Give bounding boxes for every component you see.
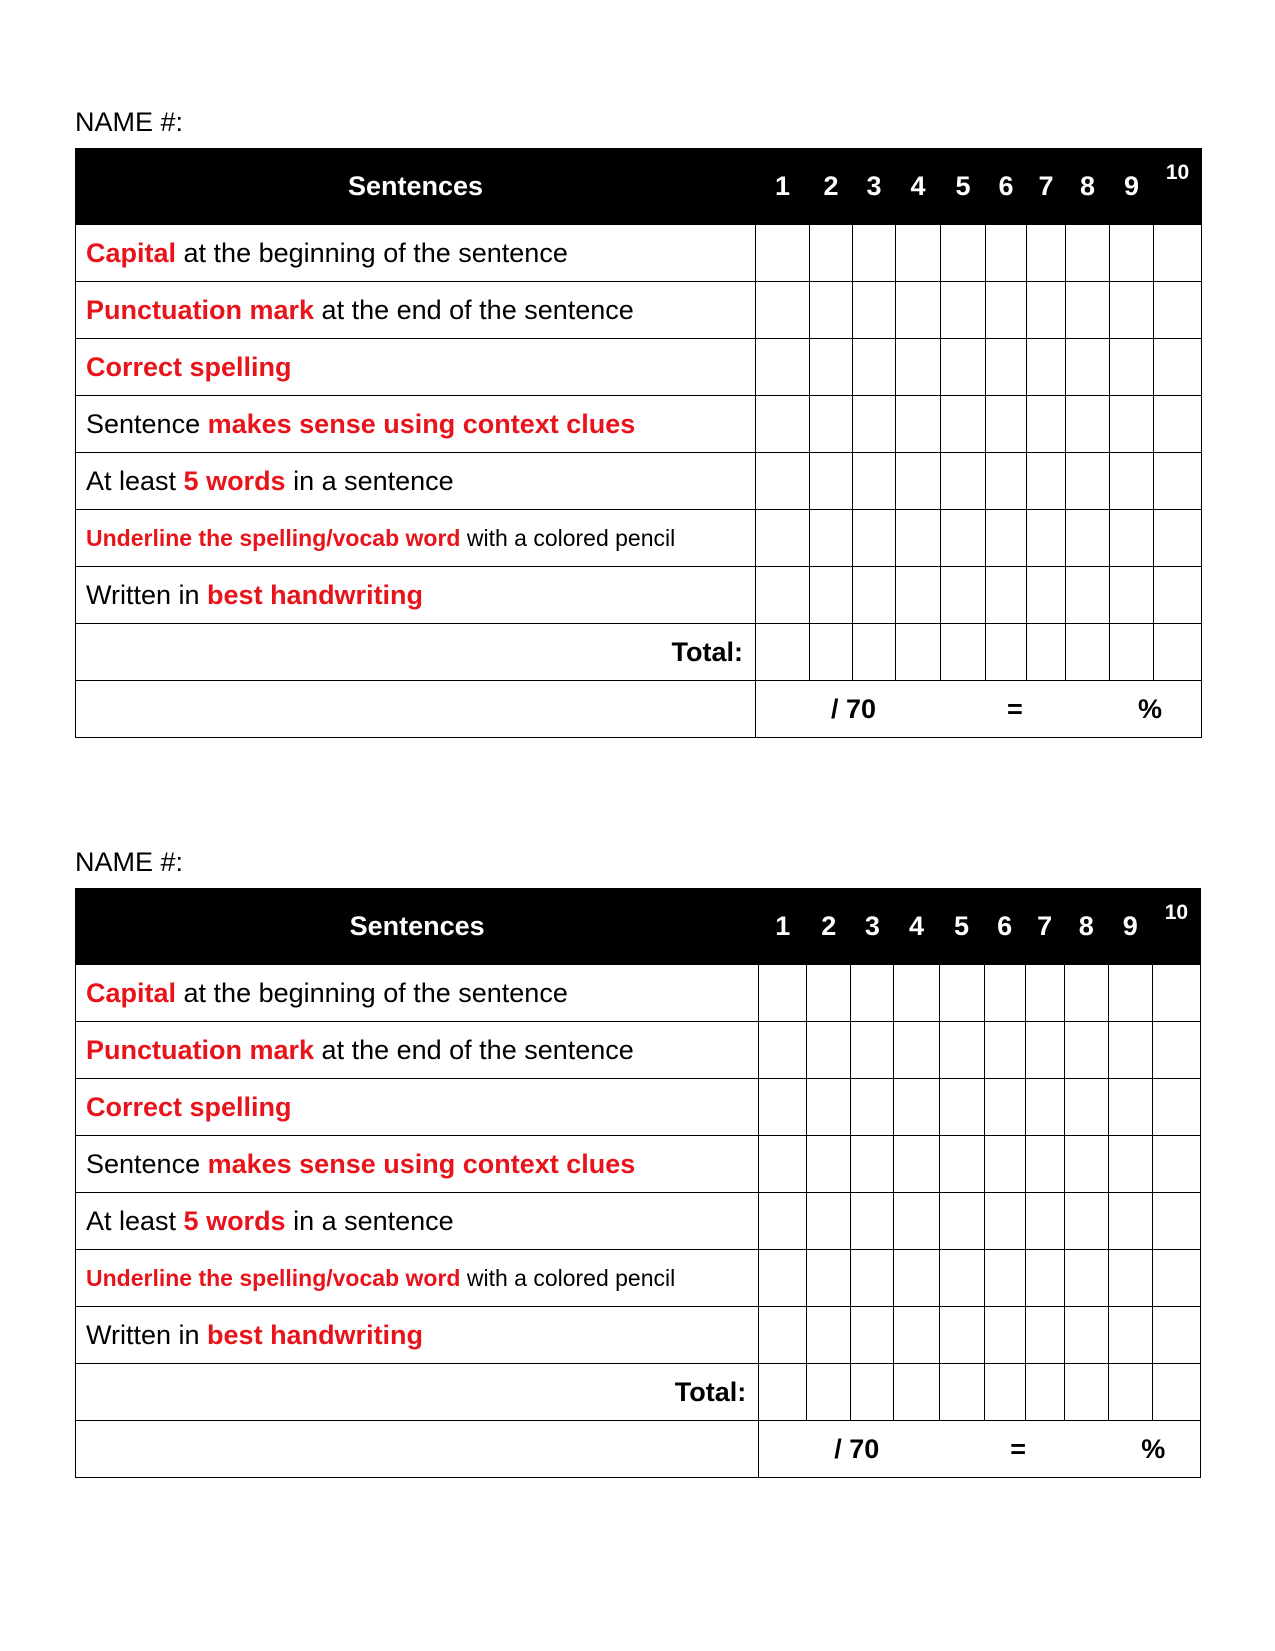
score-cell[interactable] [1027,225,1066,282]
column-number: 5 [941,149,986,225]
total-cell[interactable] [1025,1364,1064,1421]
score-cell[interactable] [1025,1022,1064,1079]
total-cell[interactable] [1066,624,1110,681]
column-number: 9 [1110,149,1154,225]
column-number: 6 [986,149,1027,225]
score-cell[interactable] [1154,396,1202,453]
criterion-row [76,1079,1201,1136]
score-cell[interactable] [984,1022,1025,1079]
criterion-label [76,567,756,624]
score-cell[interactable] [851,1307,894,1364]
score-cell[interactable] [1066,225,1110,282]
score-cell[interactable] [1025,965,1064,1022]
criterion-pre-text: At least [86,465,184,496]
score-cell[interactable] [939,1079,984,1136]
column-number: 8 [1064,889,1108,965]
score-cell[interactable] [1027,453,1066,510]
score-cell[interactable] [1152,1250,1200,1307]
score-cell[interactable] [941,510,986,567]
total-cell[interactable] [1152,1364,1200,1421]
score-cell[interactable] [1152,1022,1200,1079]
column-number: 4 [896,149,941,225]
column-number: 10 [1152,889,1200,965]
criterion-row [76,282,1202,339]
score-cell[interactable] [851,1250,894,1307]
score-cell[interactable] [986,567,1027,624]
column-number: 7 [1025,889,1064,965]
criterion-pre-text: Sentence [86,1148,208,1179]
rubric-sheet-1 [75,104,1201,738]
criterion-label [76,225,756,282]
score-cell[interactable] [896,225,941,282]
criterion-red-text: Underline the spelling/vocab word [86,1264,461,1291]
column-number: 7 [1027,149,1066,225]
criterion-post-text: in a sentence [285,1205,454,1236]
score-cell[interactable] [894,1250,939,1307]
score-cell[interactable] [756,567,810,624]
score-cell[interactable] [941,339,986,396]
score-cell[interactable] [810,282,853,339]
total-row [76,1364,1201,1421]
column-number: 3 [853,149,896,225]
score-cell[interactable] [1064,965,1108,1022]
criterion-row [76,510,1202,567]
criterion-red-text: Capital [86,237,177,268]
criterion-post-text: in a sentence [285,465,454,496]
score-cell[interactable] [896,453,941,510]
score-cell[interactable] [756,282,810,339]
score-cell[interactable] [1110,510,1154,567]
score-cell[interactable] [939,965,984,1022]
score-percent: % [1138,694,1163,724]
score-cell[interactable] [1025,1250,1064,1307]
score-cell[interactable] [1027,282,1066,339]
criterion-label [76,282,756,339]
criterion-label [76,965,759,1022]
total-cell[interactable] [1110,624,1154,681]
score-cell[interactable] [810,225,853,282]
sentences-header: Sentences [76,889,759,965]
score-cell[interactable] [1110,339,1154,396]
score-cell[interactable] [894,1193,939,1250]
criterion-label [76,339,756,396]
score-cell[interactable] [939,1193,984,1250]
score-cell[interactable] [810,567,853,624]
score-cell[interactable] [939,1250,984,1307]
total-cell[interactable] [1108,1364,1152,1421]
score-cell[interactable] [941,282,986,339]
criterion-red-text: makes sense using context clues [207,1148,636,1179]
score-cell[interactable] [1110,282,1154,339]
score-cell[interactable] [1025,1193,1064,1250]
criterion-row [76,1250,1201,1307]
score-blank-cell [76,681,756,738]
rubric-table [75,888,1201,1478]
score-cell[interactable] [759,1193,807,1250]
score-cell[interactable] [1066,339,1110,396]
total-cell[interactable] [756,624,810,681]
score-cell[interactable] [756,225,810,282]
score-cell[interactable] [1025,1079,1064,1136]
score-cell[interactable] [1152,965,1200,1022]
total-cell[interactable] [1027,624,1066,681]
name-label: NAME #: [75,107,184,137]
score-cell[interactable] [759,1136,807,1193]
score-cell[interactable] [1064,1307,1108,1364]
score-cell[interactable] [810,453,853,510]
score-cell[interactable] [1152,1307,1200,1364]
criterion-pre-text: Sentence [86,408,208,439]
sentences-header: Sentences [76,149,756,225]
score-cell[interactable] [986,282,1027,339]
criterion-red-text: makes sense using context clues [207,408,636,439]
criterion-pre-text: At least [86,1205,184,1236]
score-cell[interactable] [1108,965,1152,1022]
score-cell[interactable] [1152,1193,1200,1250]
score-row [76,681,1202,738]
criterion-row [76,1193,1201,1250]
score-cell[interactable] [1108,1022,1152,1079]
column-number: 1 [759,889,807,965]
score-cell[interactable] [984,1250,1025,1307]
score-cell[interactable] [759,965,807,1022]
score-out-of: / 70 [834,1434,880,1464]
score-cell[interactable] [1154,567,1202,624]
score-cell[interactable] [756,339,810,396]
column-number: 8 [1066,149,1110,225]
score-cell[interactable] [939,1307,984,1364]
score-cell[interactable] [810,510,853,567]
total-cell[interactable] [894,1364,939,1421]
column-number: 4 [894,889,939,965]
score-cell[interactable] [851,1193,894,1250]
score-cell[interactable] [984,1136,1025,1193]
total-cell[interactable] [984,1364,1025,1421]
criterion-row [76,339,1202,396]
score-cell[interactable] [1154,225,1202,282]
score-cell[interactable] [986,453,1027,510]
score-cell[interactable] [807,1079,851,1136]
criterion-label [76,1250,759,1307]
score-cell[interactable] [986,339,1027,396]
name-label: NAME #: [75,847,184,877]
score-cell[interactable] [1154,282,1202,339]
score-cell[interactable] [851,965,894,1022]
column-number: 9 [1108,889,1152,965]
total-label: Total: [76,1364,759,1421]
total-cell[interactable] [941,624,986,681]
criterion-row [76,1022,1201,1079]
criterion-post-text: at the end of the sentence [314,1034,634,1065]
score-cell[interactable] [853,453,896,510]
score-cell[interactable] [894,1022,939,1079]
score-cell[interactable] [851,1022,894,1079]
column-number: 6 [984,889,1025,965]
score-cell[interactable] [894,1079,939,1136]
score-cell[interactable] [1066,453,1110,510]
column-number: 2 [810,149,853,225]
score-cell[interactable] [939,1022,984,1079]
total-cell[interactable] [851,1364,894,1421]
total-label: Total: [76,624,756,681]
score-cell[interactable] [894,1307,939,1364]
criteria-body [76,225,1202,738]
score-cell[interactable] [807,965,851,1022]
score-equals: = [1010,1434,1026,1464]
criterion-red-text: Capital [86,977,177,1008]
score-cell[interactable] [1066,282,1110,339]
score-cell[interactable] [1025,1136,1064,1193]
score-cell[interactable] [1027,510,1066,567]
score-cell[interactable] [1066,567,1110,624]
criterion-pre-text: Written in [86,579,208,610]
score-cell[interactable] [756,396,810,453]
criterion-red-text: 5 words [183,465,286,496]
header-row [76,889,1201,965]
score-out-of: / 70 [831,694,877,724]
total-cell[interactable] [810,624,853,681]
score-cell[interactable] [810,396,853,453]
score-cell[interactable] [896,339,941,396]
score-cell[interactable] [853,510,896,567]
score-cell[interactable] [759,1250,807,1307]
criterion-row [76,453,1202,510]
column-number: 1 [756,149,810,225]
score-cell[interactable] [984,1307,1025,1364]
score-cell[interactable] [759,1079,807,1136]
criterion-row [76,396,1202,453]
criterion-red-text: 5 words [183,1205,286,1236]
score-cell[interactable] [756,510,810,567]
column-number: 3 [851,889,894,965]
score-cell[interactable] [941,225,986,282]
criterion-label [76,1307,759,1364]
score-cell[interactable] [1066,510,1110,567]
score-cell[interactable] [807,1022,851,1079]
score-cell[interactable] [1108,1193,1152,1250]
criterion-label [76,1022,759,1079]
score-cell[interactable] [1110,396,1154,453]
score-cell[interactable] [851,1079,894,1136]
score-cell[interactable] [1110,225,1154,282]
header-row [76,149,1202,225]
criterion-red-text: Punctuation mark [86,1034,315,1065]
criterion-row [76,1136,1201,1193]
criterion-post-text: with a colored pencil [460,524,676,551]
score-cell[interactable] [851,1136,894,1193]
score-equals: = [1007,694,1023,724]
score-summary[interactable] [756,681,1202,738]
score-cell[interactable] [1108,1307,1152,1364]
score-summary[interactable] [759,1421,1201,1478]
score-cell[interactable] [939,1136,984,1193]
criterion-red-text: Correct spelling [86,351,292,382]
total-cell[interactable] [896,624,941,681]
score-cell[interactable] [1154,510,1202,567]
score-cell[interactable] [853,225,896,282]
total-cell[interactable] [759,1364,807,1421]
score-cell[interactable] [1064,1193,1108,1250]
score-cell[interactable] [853,339,896,396]
score-cell[interactable] [896,282,941,339]
score-cell[interactable] [984,1193,1025,1250]
criterion-label [76,1136,759,1193]
criterion-red-text: best handwriting [207,579,424,610]
criterion-label [76,453,756,510]
score-cell[interactable] [1154,339,1202,396]
criterion-row [76,567,1202,624]
column-number: 5 [939,889,984,965]
score-cell[interactable] [984,1079,1025,1136]
score-cell[interactable] [941,396,986,453]
score-cell[interactable] [1064,1136,1108,1193]
criterion-row [76,225,1202,282]
criterion-row [76,1307,1201,1364]
criterion-post-text: at the end of the sentence [314,294,634,325]
score-cell[interactable] [1027,339,1066,396]
criterion-label [76,1079,759,1136]
total-cell[interactable] [939,1364,984,1421]
column-number: 10 [1154,149,1202,225]
score-cell[interactable] [1108,1079,1152,1136]
score-cell[interactable] [896,510,941,567]
column-number: 2 [807,889,851,965]
score-cell[interactable] [810,339,853,396]
score-cell[interactable] [896,567,941,624]
score-cell[interactable] [1110,453,1154,510]
score-cell[interactable] [759,1022,807,1079]
score-cell[interactable] [1064,1022,1108,1079]
score-cell[interactable] [1025,1307,1064,1364]
score-cell[interactable] [1154,453,1202,510]
score-percent: % [1141,1434,1166,1464]
score-cell[interactable] [1152,1136,1200,1193]
criterion-label [76,396,756,453]
criterion-label [76,1193,759,1250]
score-cell[interactable] [1066,396,1110,453]
criterion-post-text: at the beginning of the sentence [176,977,568,1008]
score-cell[interactable] [1027,567,1066,624]
rubric-sheet-2 [75,847,1201,1478]
criterion-red-text: Punctuation mark [86,294,315,325]
score-cell[interactable] [1108,1250,1152,1307]
score-cell[interactable] [1152,1079,1200,1136]
score-cell[interactable] [1027,396,1066,453]
score-cell[interactable] [894,1136,939,1193]
score-cell[interactable] [941,453,986,510]
criterion-red-text: Underline the spelling/vocab word [86,524,461,551]
score-cell[interactable] [896,396,941,453]
score-cell[interactable] [807,1136,851,1193]
score-cell[interactable] [984,965,1025,1022]
score-cell[interactable] [986,225,1027,282]
total-cell[interactable] [853,624,896,681]
score-blank-cell [76,1421,759,1478]
total-cell[interactable] [807,1364,851,1421]
score-cell[interactable] [941,567,986,624]
score-cell[interactable] [853,282,896,339]
criteria-body [76,965,1201,1478]
score-cell[interactable] [1108,1136,1152,1193]
total-cell[interactable] [986,624,1027,681]
score-cell[interactable] [894,965,939,1022]
score-cell[interactable] [1064,1250,1108,1307]
criterion-pre-text: Written in [86,1319,208,1350]
score-cell[interactable] [853,396,896,453]
score-row [76,1421,1201,1478]
total-row [76,624,1202,681]
criterion-post-text: at the beginning of the sentence [176,237,568,268]
score-cell[interactable] [759,1307,807,1364]
score-cell[interactable] [807,1193,851,1250]
rubric-table [75,148,1202,738]
score-cell[interactable] [807,1307,851,1364]
score-cell[interactable] [1064,1079,1108,1136]
criterion-post-text: with a colored pencil [460,1264,676,1291]
score-cell[interactable] [756,453,810,510]
total-cell[interactable] [1064,1364,1108,1421]
total-cell[interactable] [1154,624,1202,681]
score-cell[interactable] [986,396,1027,453]
criterion-label [76,510,756,567]
score-cell[interactable] [1110,567,1154,624]
criterion-red-text: Correct spelling [86,1091,292,1122]
criterion-row [76,965,1201,1022]
score-cell[interactable] [807,1250,851,1307]
score-cell[interactable] [986,510,1027,567]
score-cell[interactable] [853,567,896,624]
criterion-red-text: best handwriting [207,1319,424,1350]
